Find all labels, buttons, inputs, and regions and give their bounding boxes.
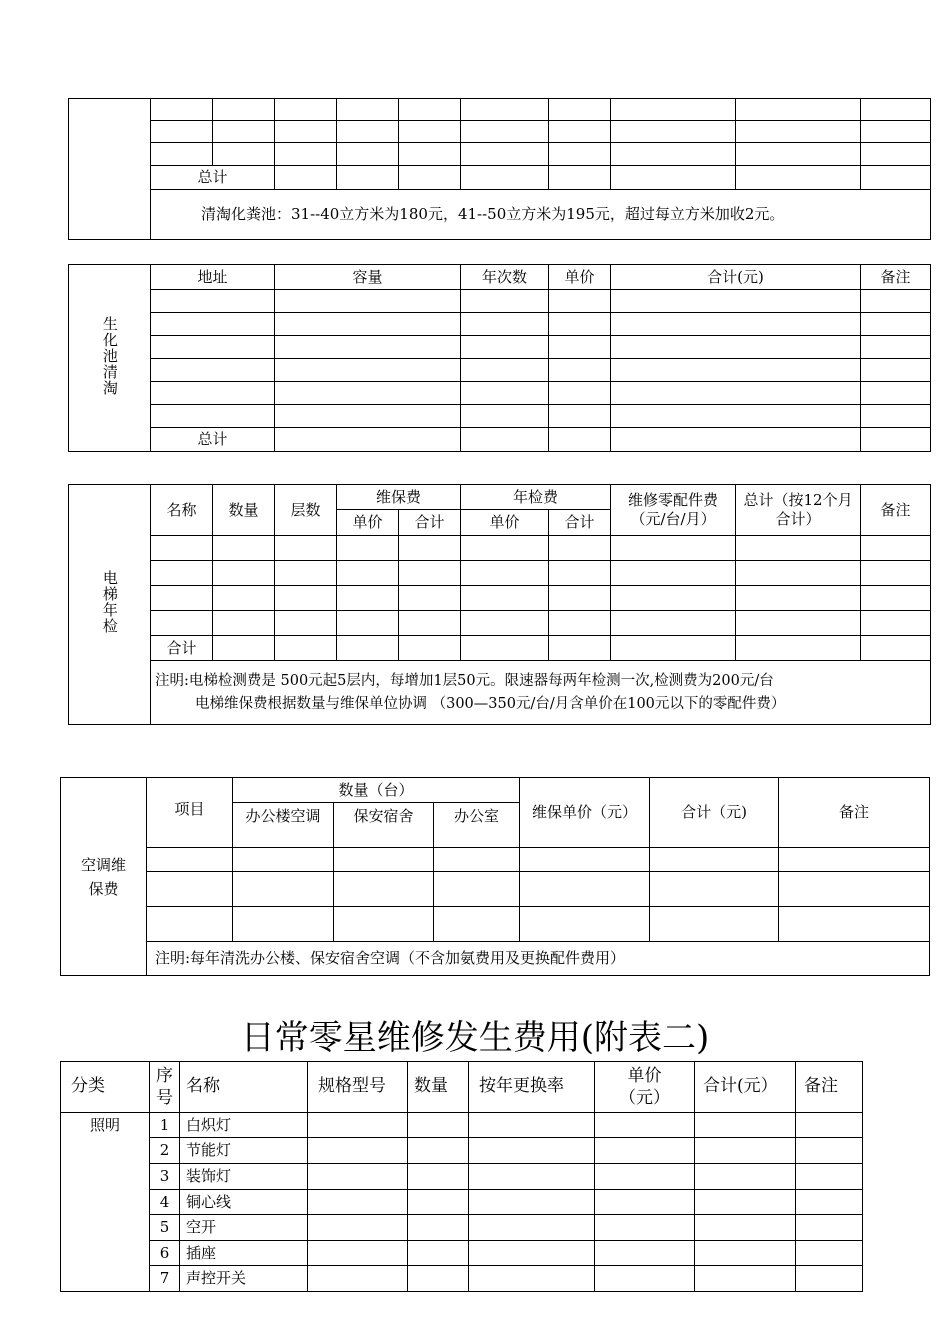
header-remark: 备注	[779, 778, 930, 848]
elevator-table	[68, 484, 931, 725]
header-remark: 备注	[796, 1062, 863, 1113]
header-remark: 备注	[861, 265, 931, 290]
elevator-total-label: 合计	[151, 636, 213, 661]
row-no: 7	[150, 1266, 180, 1292]
header-annual-subtotal: 合计	[549, 510, 611, 536]
header-seq: 序号	[150, 1062, 180, 1113]
septic-total-label: 总计	[151, 166, 275, 190]
row-no: 4	[150, 1190, 180, 1215]
header-unit-price: 单价	[549, 265, 611, 290]
row-name: 铜心线	[180, 1190, 308, 1215]
elevator-note: 注明:电梯检测费是 500元起5层内，每增加1层50元。限速器每两年检测一次,检测费为200元/台 电梯维保费根据数量与维保单位协调 （300—350元/台/月含单价在100元以下的零配件费）	[151, 661, 931, 725]
header-total: 合计(元)	[611, 265, 861, 290]
septic-table	[68, 98, 931, 240]
row-no: 2	[150, 1138, 180, 1164]
header-name: 名称	[151, 485, 213, 536]
septic-category-cell	[69, 99, 151, 240]
header-qty: 数量（台）	[233, 778, 520, 803]
row-no: 5	[150, 1215, 180, 1241]
header-replace-rate: 按年更换率	[469, 1062, 595, 1113]
row-no: 6	[150, 1241, 180, 1266]
biochem-category: 生化池清淘	[69, 265, 151, 452]
header-qty: 数量	[213, 485, 275, 536]
aircon-note: 注明:每年清洗办公楼、保安宿舍空调（不含加氨费用及更换配件费用）	[147, 942, 930, 976]
row-name: 节能灯	[180, 1138, 308, 1164]
aircon-table	[60, 777, 930, 976]
header-unit-price: 维保单价（元）	[520, 778, 650, 848]
elevator-category: 电梯年检	[69, 485, 151, 725]
header-unit-price: 单价（元）	[595, 1062, 695, 1113]
header-item: 项目	[147, 778, 233, 848]
header-name: 名称	[180, 1062, 308, 1113]
header-spec: 规格型号	[308, 1062, 408, 1113]
biochem-table	[68, 264, 931, 452]
row-name: 空开	[180, 1215, 308, 1241]
header-annual-fee: 年检费	[461, 485, 611, 510]
header-remark: 备注	[861, 485, 931, 536]
header-annual-unit-price: 单价	[461, 510, 549, 536]
septic-note: 清淘化粪池：31--40立方米为180元，41--50立方米为195元，超过每立方米加收2元。	[151, 190, 931, 240]
header-category: 分类	[61, 1062, 150, 1113]
header-dorm: 保安宿舍	[334, 803, 434, 848]
header-floors: 层数	[275, 485, 337, 536]
row-no: 3	[150, 1164, 180, 1190]
header-office: 办公室	[434, 803, 520, 848]
category-lighting: 照明	[61, 1113, 150, 1292]
row-name: 装饰灯	[180, 1164, 308, 1190]
repair-cost-table	[60, 1061, 863, 1292]
aircon-category: 空调维保费	[61, 778, 147, 976]
header-maint-subtotal: 合计	[399, 510, 461, 536]
header-qty: 数量	[408, 1062, 469, 1113]
header-address: 地址	[151, 265, 275, 290]
biochem-total-label: 总计	[151, 428, 275, 452]
header-times-per-year: 年次数	[461, 265, 549, 290]
row-name: 白炽灯	[180, 1113, 308, 1138]
header-office-building: 办公楼空调	[233, 803, 334, 848]
header-maint-fee: 维保费	[337, 485, 461, 510]
header-maint-unit-price: 单价	[337, 510, 399, 536]
header-capacity: 容量	[275, 265, 461, 290]
header-total12: 总计（按12个月合计）	[736, 485, 861, 536]
row-name: 插座	[180, 1241, 308, 1266]
header-parts-fee: 维修零配件费（元/台/月）	[611, 485, 736, 536]
header-total: 合计（元)	[650, 778, 779, 848]
page-title: 日常零星维修发生费用(附表二)	[240, 1018, 710, 1058]
row-no: 1	[150, 1113, 180, 1138]
row-name: 声控开关	[180, 1266, 308, 1292]
header-total: 合计(元）	[695, 1062, 796, 1113]
